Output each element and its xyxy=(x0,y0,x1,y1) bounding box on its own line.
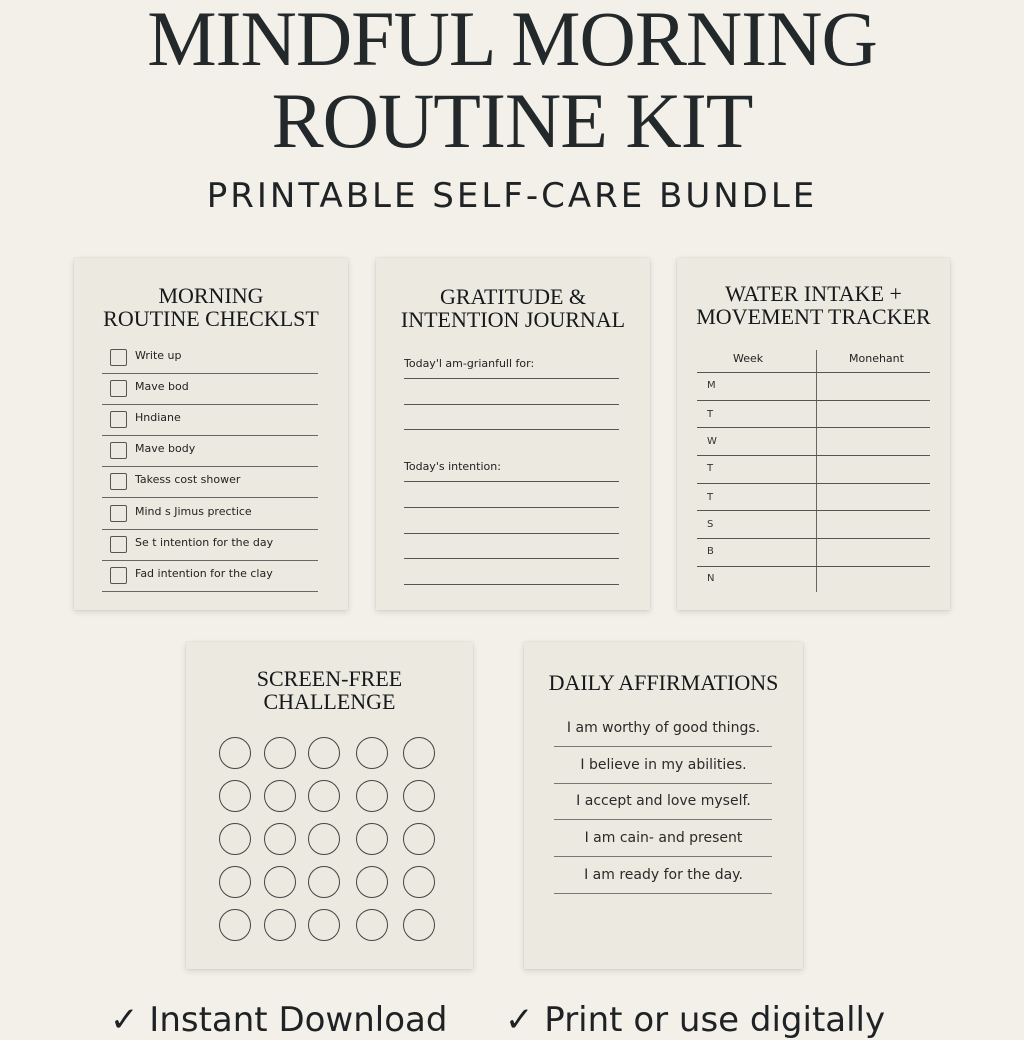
card-title xyxy=(74,284,348,330)
morning-checklist-card xyxy=(74,258,348,610)
writing-line[interactable] xyxy=(404,507,619,508)
checklist-item-label: Hndiane xyxy=(135,411,181,424)
row-divider xyxy=(697,455,930,456)
card-title-line2: MOVEMENT TRACKER xyxy=(696,304,931,329)
card-title xyxy=(677,282,950,328)
day-label: S xyxy=(707,519,714,530)
day-label: W xyxy=(707,436,717,447)
checklist-item-label: Takess cost shower xyxy=(135,473,241,486)
column-divider xyxy=(816,350,817,592)
day-label: T xyxy=(707,463,714,474)
writing-line[interactable] xyxy=(404,584,619,585)
challenge-day-circle[interactable] xyxy=(356,823,388,855)
checkbox-icon[interactable] xyxy=(110,411,127,428)
challenge-day-circle[interactable] xyxy=(219,866,251,898)
divider xyxy=(554,746,772,747)
divider xyxy=(102,404,318,405)
row-divider xyxy=(697,538,930,539)
card-title-line2: INTENTION JOURNAL xyxy=(400,307,626,332)
checklist-item-label: Mave body xyxy=(135,442,196,455)
checkbox-icon[interactable] xyxy=(110,505,127,522)
day-label: T xyxy=(707,492,714,503)
daily-affirmations-card xyxy=(524,642,803,969)
writing-line[interactable] xyxy=(404,378,619,379)
checklist-item[interactable] xyxy=(102,347,318,378)
divider xyxy=(102,529,318,530)
divider xyxy=(554,819,772,820)
card-title-line1: WATER INTAKE + xyxy=(725,281,902,306)
day-label: T xyxy=(707,409,714,420)
checklist-item-label: Write up xyxy=(135,349,182,362)
divider xyxy=(554,783,772,784)
divider xyxy=(102,560,318,561)
affirmation-item: I am ready for the day. xyxy=(584,867,743,883)
divider xyxy=(102,591,318,592)
challenge-day-circle[interactable] xyxy=(356,780,388,812)
challenge-day-circle[interactable] xyxy=(403,823,435,855)
day-label: N xyxy=(707,573,715,584)
challenge-day-circle[interactable] xyxy=(308,909,340,941)
challenge-day-circle[interactable] xyxy=(403,780,435,812)
writing-line[interactable] xyxy=(404,404,619,405)
row-divider xyxy=(697,510,930,511)
feature-instant-download: ✓ Instant Download xyxy=(110,1000,448,1040)
challenge-day-circle[interactable] xyxy=(308,780,340,812)
writing-line[interactable] xyxy=(404,429,619,430)
divider xyxy=(102,435,318,436)
challenge-day-circle[interactable] xyxy=(403,909,435,941)
divider xyxy=(102,373,318,374)
checklist-item[interactable] xyxy=(102,471,318,502)
checklist-item-label: Se t intention for the day xyxy=(135,536,274,549)
card-title: DAILY AFFIRMATIONS xyxy=(548,670,779,695)
water-movement-tracker-card xyxy=(677,258,950,610)
affirmation-item: I believe in my abilities. xyxy=(580,757,747,773)
checklist-item-label: Mave bod xyxy=(135,380,189,393)
challenge-day-circle[interactable] xyxy=(356,737,388,769)
challenge-day-circle[interactable] xyxy=(219,909,251,941)
writing-line[interactable] xyxy=(404,481,619,482)
column-header-week: Week xyxy=(733,352,764,365)
challenge-day-circle[interactable] xyxy=(356,909,388,941)
card-title-line2: ROUTINE CHECKLST xyxy=(103,306,319,331)
subtitle: PRINTABLE SELF-CARE BUNDLE xyxy=(206,176,818,216)
checklist-item-label: Fad intention for the clay xyxy=(135,567,273,580)
day-label: M xyxy=(707,380,716,391)
card-title-line1: GRATITUDE & xyxy=(439,284,587,309)
challenge-day-circle[interactable] xyxy=(403,737,435,769)
writing-line[interactable] xyxy=(404,533,619,534)
day-label: B xyxy=(707,546,714,557)
row-divider xyxy=(697,427,930,428)
challenge-day-circle[interactable] xyxy=(308,823,340,855)
gratitude-journal-card xyxy=(376,258,650,610)
card-title-line1: MORNING xyxy=(158,283,264,308)
checklist-item[interactable] xyxy=(102,409,318,440)
challenge-day-circle[interactable] xyxy=(264,909,296,941)
checkbox-icon[interactable] xyxy=(110,473,127,490)
divider xyxy=(554,856,772,857)
challenge-day-circle[interactable] xyxy=(264,866,296,898)
affirmation-item: I accept and love myself. xyxy=(576,793,751,809)
card-title-line1: SCREEN-FREE xyxy=(256,666,403,691)
card-title xyxy=(186,667,473,713)
checklist-item-label: Mind s Jimus prectice xyxy=(135,505,252,518)
checklist-item[interactable] xyxy=(102,503,318,534)
checklist-item[interactable] xyxy=(102,534,318,565)
gratitude-prompt: Today'l am-grianfull for: xyxy=(404,357,535,370)
challenge-day-circle[interactable] xyxy=(219,780,251,812)
main-title-line1: MINDFUL MORNING xyxy=(147,0,877,82)
checklist-item[interactable] xyxy=(102,378,318,409)
intention-prompt: Today's intention: xyxy=(404,460,501,473)
column-header-movement: Monehant xyxy=(849,352,904,365)
checklist-item[interactable] xyxy=(102,565,318,596)
main-title-line2: ROUTINE KIT xyxy=(271,77,753,164)
checklist-item[interactable] xyxy=(102,440,318,471)
challenge-day-circle[interactable] xyxy=(308,737,340,769)
divider xyxy=(554,893,772,894)
row-divider xyxy=(697,400,930,401)
divider xyxy=(102,497,318,498)
challenge-day-circle[interactable] xyxy=(403,866,435,898)
challenge-day-circle[interactable] xyxy=(264,737,296,769)
row-divider xyxy=(697,483,930,484)
checkbox-icon[interactable] xyxy=(110,442,127,459)
checkbox-icon[interactable] xyxy=(110,380,127,397)
writing-line[interactable] xyxy=(404,558,619,559)
checkbox-icon[interactable] xyxy=(110,536,127,553)
affirmation-item: I am cain- and present xyxy=(584,830,743,846)
challenge-day-circle[interactable] xyxy=(219,823,251,855)
challenge-day-circle[interactable] xyxy=(264,823,296,855)
divider xyxy=(102,466,318,467)
row-divider xyxy=(697,372,930,373)
card-title-line2: CHALLENGE xyxy=(263,689,396,714)
challenge-day-circle[interactable] xyxy=(219,737,251,769)
checkbox-icon[interactable] xyxy=(110,349,127,366)
checkbox-icon[interactable] xyxy=(110,567,127,584)
feature-print-or-digital: ✓ Print or use digitally xyxy=(505,1000,886,1040)
screen-free-challenge-card xyxy=(186,642,473,969)
card-title xyxy=(376,285,650,331)
challenge-day-circle[interactable] xyxy=(308,866,340,898)
challenge-day-circle[interactable] xyxy=(356,866,388,898)
challenge-day-circle[interactable] xyxy=(264,780,296,812)
row-divider xyxy=(697,566,930,567)
affirmation-item: I am worthy of good things. xyxy=(566,720,761,736)
